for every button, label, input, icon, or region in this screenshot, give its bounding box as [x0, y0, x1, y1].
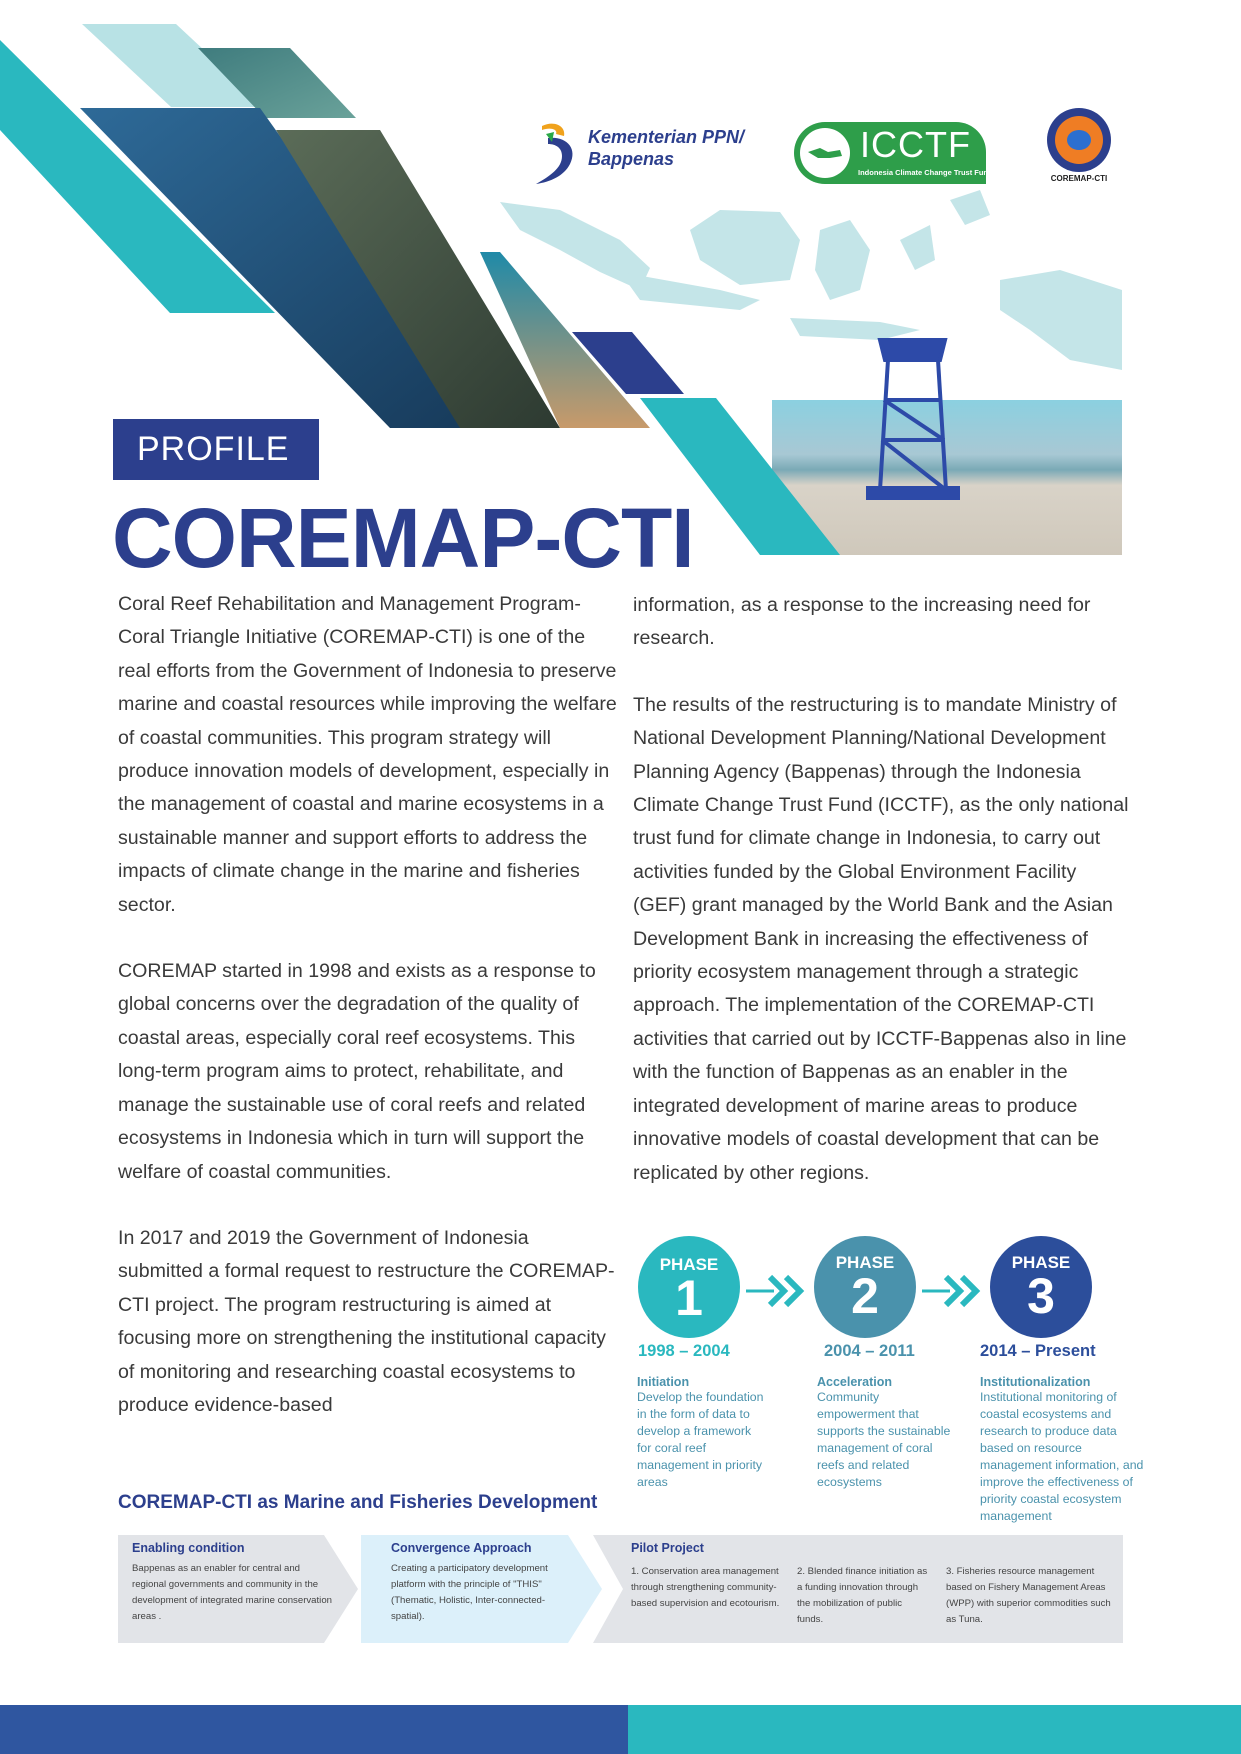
coremap-logo-text: COREMAP-CTI [1050, 174, 1108, 183]
phase-2-circle [814, 1236, 916, 1338]
phase-label: PHASE [835, 1253, 895, 1272]
pilot-item: 2. Blended finance initiation as a funding innovation through the mobilization of public funds. [797, 1566, 928, 1625]
phase-heading: Initiation [637, 1375, 690, 1389]
box-title: Enabling condition [132, 1541, 245, 1555]
coremap-logo [1044, 108, 1114, 188]
phase-3-years: 2014 – Present [980, 1342, 1096, 1360]
phase-number: 2 [851, 1268, 879, 1324]
phase-1-years: 1998 – 2004 [638, 1342, 730, 1360]
profile-badge: PROFILE [113, 419, 319, 480]
paragraph: The results of the restructuring is to mandate Ministry of National Development Planning/National Development Planning Agency (Bappenas) through the Indonesia Climate Change Trust Fund (ICCTF), as the only national trust fund for climate change in Indonesia, to carry out activities funded by the Global Environment Facility (GEF) grant managed by the World Bank and the Asian Development Bank in increasing the effectiveness of priority ecosystem management through a strategic approach. The implementation of the COREMAP-CTI activities that carried out by ICCTF-Bappenas also in line with the function of Bappenas as an enabler in the integrated development of marine areas to produce innovative models of coastal development that can be replicated by other regions. [633, 693, 1129, 1184]
phase-description: Institutional monitoring of coastal ecosystems and research to produce data based on resource management information, and improve the effectiveness of priority coastal ecosystem management [980, 1390, 1144, 1523]
paragraph: Coral Reef Rehabilitation and Management Program-Coral Triangle Initiative (COREMAP-CTI) is one of the real efforts from the Government of Indonesia to preserve marine and coastal resources while improving the welfare of coastal communities. This program strategy will produce innovation models of development, especially in the management of coastal and marine ecosystems in a sustainable manner and support efforts to address the impacts of climate change in the marine and fisheries sector. [118, 593, 617, 916]
bappenas-mark-icon [536, 120, 586, 192]
right-column [633, 589, 1133, 1223]
phase-heading: Institutionalization [980, 1375, 1091, 1389]
box-text: Creating a participatory development platform with the principle of "THIS" (Thematic, Holistic, Inter-connected-spatial). [391, 1563, 548, 1622]
phase-label: PHASE [1011, 1253, 1071, 1272]
phase-label: PHASE [659, 1255, 719, 1274]
bappenas-logo [536, 118, 746, 190]
footer-bar-teal [628, 1705, 1241, 1754]
phase-2-details [817, 1375, 957, 1491]
bappenas-line2: Bappenas [588, 149, 675, 169]
page-title: COREMAP-CTI [112, 491, 694, 585]
paragraph: COREMAP started in 1998 and exists as a response to global concerns over the degradation of the quality of coastal areas, especially coral reef ecosystems. This long-term program aims to protect, rehabilitate, and manage the sustainable use of coral reefs and related ecosystems in Indonesia which in turn will support the welfare of coastal communities. [118, 960, 596, 1183]
paragraph: In 2017 and 2019 the Government of Indonesia submitted a formal request to restructure the COREMAP-CTI project. The program restructuring is aimed at focusing more on strengthening the institutional capacity of monitoring and researching coastal ecosystems to produce evidence-based [118, 1226, 615, 1416]
box-text: Bappenas as an enabler for central and regional governments and community in the development of integrated marine conservation areas . [132, 1563, 332, 1622]
phase-1-circle [638, 1236, 740, 1338]
phase-heading: Acceleration [817, 1375, 893, 1389]
footer-bar-blue [0, 1705, 628, 1754]
phase-number: 1 [675, 1270, 703, 1326]
box-title: Convergence Approach [391, 1541, 532, 1555]
phase-1-details [637, 1375, 767, 1491]
pilot-item: 3. Fisheries resource management based on Fishery Management Areas (WPP) with superior commodities such as Tuna. [946, 1566, 1111, 1625]
icctf-globe-icon [800, 128, 850, 178]
icctf-name: ICCTF [860, 124, 971, 165]
bappenas-line1: Kementerian PPN/ [588, 127, 745, 147]
icctf-logo [794, 122, 993, 184]
section-title: COREMAP-CTI as Marine and Fisheries Development [118, 1492, 598, 1513]
phase-3-circle [990, 1236, 1092, 1338]
pilot-project-box [631, 1541, 1121, 1555]
paragraph: information, as a response to the increasing need for research. [633, 594, 1091, 650]
left-column [118, 588, 618, 1455]
chevron-right-icon [922, 1274, 984, 1308]
phase-description: Community empowerment that supports the sustainable management of coral reefs and related ecosystems [817, 1390, 951, 1489]
enabling-condition-box [132, 1541, 332, 1625]
icctf-tagline: Indonesia Climate Change Trust Fund [858, 168, 993, 177]
box-title: Pilot Project [631, 1541, 704, 1555]
chevron-right-icon [746, 1274, 808, 1308]
phase-3-details [980, 1375, 1145, 1525]
phase-description: Develop the foundation in the form of data to develop a framework for coral reef management in priority areas [637, 1390, 764, 1489]
convergence-approach-box [391, 1541, 551, 1625]
pilot-item: 1. Conservation area management through strengthening community-based supervision and ecotourism. [631, 1566, 780, 1609]
phase-2-years: 2004 – 2011 [824, 1342, 915, 1360]
coremap-emblem-icon [1047, 108, 1111, 172]
phase-number: 3 [1027, 1268, 1055, 1324]
